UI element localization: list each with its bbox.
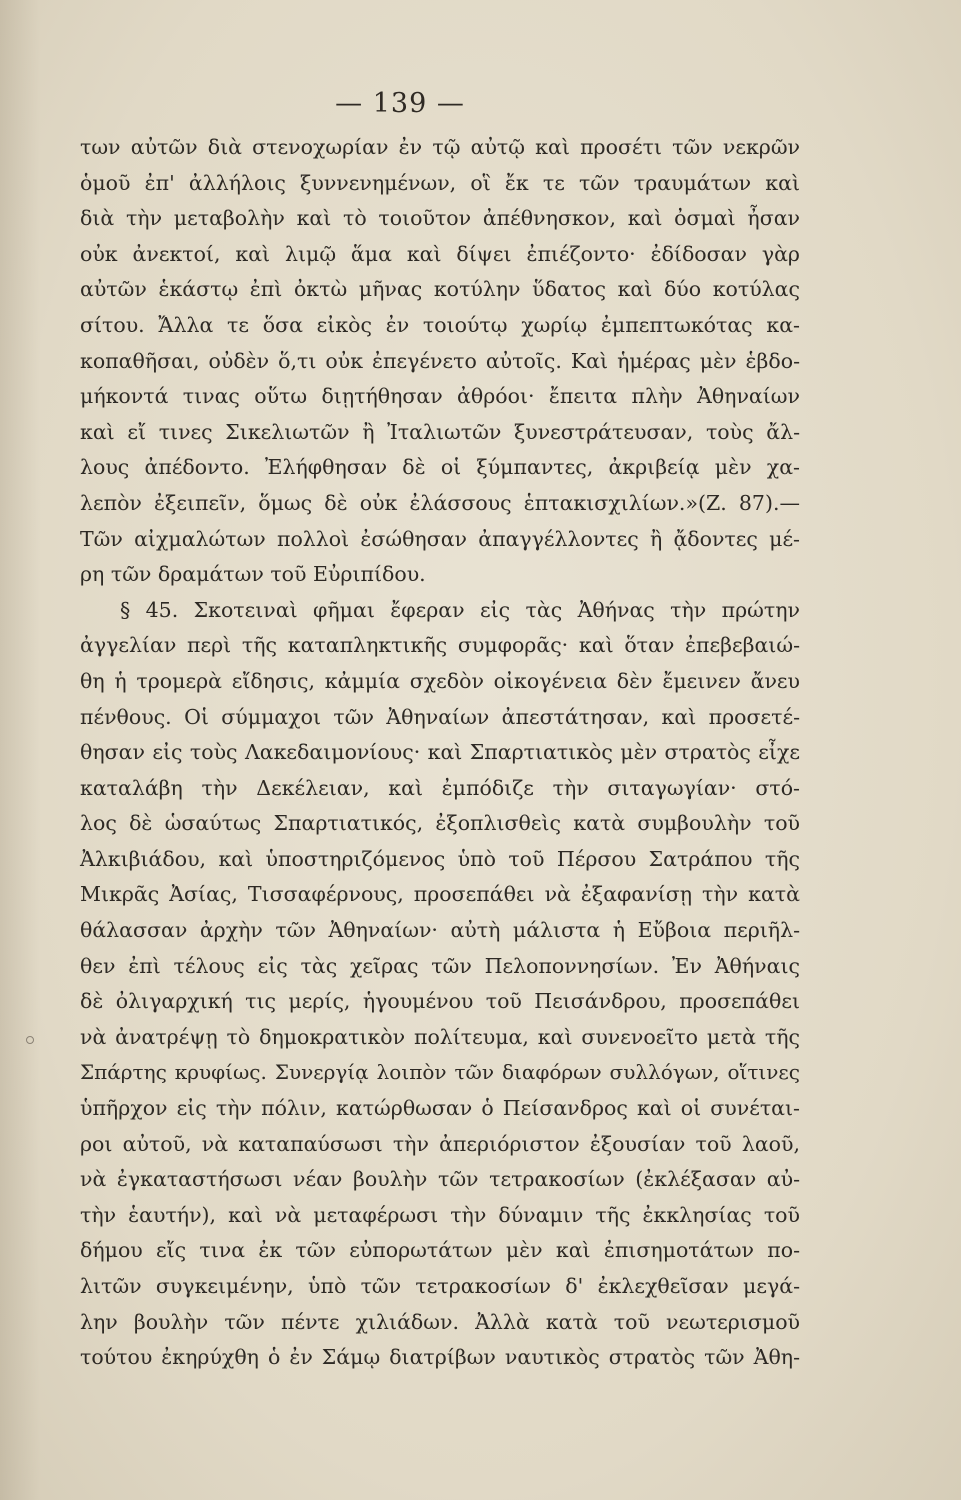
page-fold-shadow	[0, 0, 40, 1500]
text-line: λους ἀπέδοντο. Ἐλήφθησαν δὲ οἱ ξύμπαντες, ἀκριβείᾳ μὲν χα-	[80, 455, 800, 480]
margin-mark	[26, 1036, 34, 1044]
text-line: λιτῶν συγκειμένην, ὑπὸ τῶν τετρακοσίων δ' ἐκλεχθεῖσαν μεγά-	[80, 1274, 800, 1298]
text-line: θη ἡ τρομερὰ εἴδησις, κἀμμία σχεδὸν οἰκογένεια δὲν ἔμεινεν ἄνευ	[80, 668, 800, 693]
text-line: Σπάρτης κρυφίως. Συνεργίᾳ λοιπὸν τῶν διαφόρων συλλόγων, οἵτινες	[80, 1060, 800, 1085]
text-line: λην βουλὴν τῶν πέντε χιλιάδων. Ἀλλὰ κατὰ τοῦ νεωτερισμοῦ	[80, 1309, 800, 1334]
text-line: διὰ τὴν μεταβολὴν καὶ τὸ τοιοῦτον ἀπέθνησκον, καὶ ὀσμαὶ ἦσαν	[80, 206, 800, 231]
text-line: ἀγγελίαν περὶ τῆς καταπληκτικῆς συμφορᾶς· καὶ ὅταν ἐπεβεβαιώ-	[80, 633, 800, 658]
text-line: πένθους. Οἱ σύμμαχοι τῶν Ἀθηναίων ἀπεστάτησαν, καὶ προσετέ-	[80, 704, 800, 729]
body-text	[80, 130, 800, 1376]
text-line: ὑπῆρχον εἰς τὴν πόλιν, κατώρθωσαν ὁ Πείσανδρος καὶ οἱ συνέται-	[80, 1096, 800, 1121]
text-line: θησαν εἰς τοὺς Λακεδαιμονίους· καὶ Σπαρτιατικὸς μὲν στρατὸς εἶχε	[80, 740, 800, 765]
text-line: Τῶν αἰχμαλώτων πολλοὶ ἐσώθησαν ἀπαγγέλλοντες ἢ ᾄδοντες μέ-	[80, 526, 800, 551]
text-line: δὲ ὀλιγαρχική τις μερίς, ἡγουμένου τοῦ Πεισάνδρου, προσεπάθει	[80, 989, 800, 1014]
text-line: νὰ ἀνατρέψῃ τὸ δημοκρατικὸν πολίτευμα, καὶ συνενοεῖτο μετὰ τῆς	[80, 1024, 800, 1049]
text-line: θεν ἐπὶ τέλους εἰς τὰς χεῖρας τῶν Πελοποννησίων. Ἐν Ἀθήναις	[80, 953, 800, 978]
text-line: λεπὸν ἐξειπεῖν, ὅμως δὲ οὐκ ἐλάσσους ἑπτακισχιλίων.»(Ζ. 87).—	[80, 490, 800, 515]
text-line: τούτου ἐκηρύχθη ὁ ἐν Σάμῳ διατρίβων ναυτικὸς στρατὸς τῶν Ἀθη-	[80, 1345, 800, 1370]
text-line: οὐκ ἀνεκτοί, καὶ λιμῷ ἅμα καὶ δίψει ἐπιέζοντο· ἐδίδοσαν γὰρ	[80, 241, 800, 266]
text-line: ὁμοῦ ἐπ' ἀλλήλοις ξυννενημένων, οἳ ἔκ τε τῶν τραυμάτων καὶ	[80, 170, 800, 195]
text-line: Μικρᾶς Ἀσίας, Τισσαφέρνους, προσεπάθει νὰ ἐξαφανίσῃ τὴν κατὰ	[80, 882, 800, 907]
text-line: λος δὲ ὡσαύτως Σπαρτιατικός, ἐξοπλισθεὶς κατὰ συμβουλὴν τοῦ	[80, 811, 800, 836]
page-number: — 139 —	[335, 88, 465, 119]
text-line: δήμου εἴς τινα ἐκ τῶν εὐπορωτάτων μὲν καὶ ἐπισημοτάτων πο-	[80, 1238, 800, 1263]
text-line: Ἀλκιβιάδου, καὶ ὑποστηριζόμενος ὑπὸ τοῦ Πέρσου Σατράπου τῆς	[80, 846, 800, 871]
text-line-paragraph-end: ρη τῶν δραμάτων τοῦ Εὐριπίδου.	[80, 562, 426, 587]
text-line: μήκοντά τινας οὕτω διῃτήθησαν ἀθρόοι· ἔπειτα πλὴν Ἀθηναίων	[80, 384, 800, 409]
text-line: ροι αὐτοῦ, νὰ καταπαύσωσι τὴν ἀπεριόριστον ἐξουσίαν τοῦ λαοῦ,	[80, 1131, 800, 1156]
text-line: κοπαθῆσαι, οὐδὲν ὅ,τι οὐκ ἐπεγένετο αὐτοῖς. Καὶ ἡμέρας μὲν ἑβδο-	[80, 348, 800, 373]
text-line: των αὐτῶν διὰ στενοχωρίαν ἐν τῷ αὐτῷ καὶ προσέτι τῶν νεκρῶν	[80, 135, 800, 159]
text-line: καὶ εἴ τινες Σικελιωτῶν ἢ Ἰταλιωτῶν ξυνεστράτευσαν, τοὺς ἄλ-	[80, 419, 800, 444]
text-line: τὴν ἑαυτήν), καὶ νὰ μεταφέρωσι τὴν δύναμιν τῆς ἐκκλησίας τοῦ	[80, 1202, 800, 1227]
text-line: σίτου. Ἄλλα τε ὅσα εἰκὸς ἐν τοιούτῳ χωρίῳ ἐμπεπτωκότας κα-	[80, 312, 800, 337]
text-line: καταλάβη τὴν Δεκέλειαν, καὶ ἐμπόδιζε τὴν σιταγωγίαν· στό-	[80, 775, 800, 800]
text-line: αὐτῶν ἑκάστῳ ἐπὶ ὀκτὼ μῆνας κοτύλην ὕδατος καὶ δύο κοτύλας	[80, 277, 800, 302]
text-line-section-start: § 45. Σκοτειναὶ φῆμαι ἔφεραν εἰς τὰς Ἀθήνας τὴν πρώτην	[120, 597, 800, 622]
text-line: θάλασσαν ἀρχὴν τῶν Ἀθηναίων· αὐτὴ μάλιστα ἡ Εὔβοια περιῆλ-	[80, 918, 800, 943]
text-line: νὰ ἐγκαταστήσωσι νέαν βουλὴν τῶν τετρακοσίων (ἐκλέξασαν αὐ-	[80, 1167, 800, 1192]
